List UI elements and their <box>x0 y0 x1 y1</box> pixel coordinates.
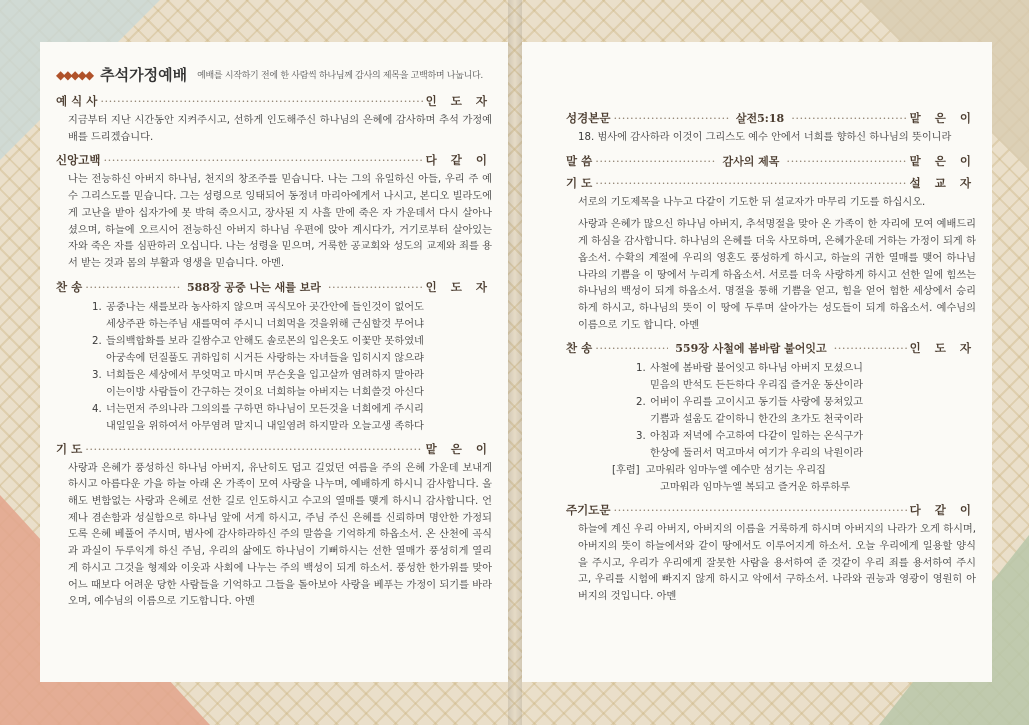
intercession-text: 사랑과 은혜가 많으신 하나님 아버지, 추석명절을 맞아 온 가족이 한 자리에 모여 예배드리게 하심을 감사합니다. 하나님의 은혜를 더욱 사모하며, 은혜가운데 거하는 가정이 되게 하옵소서. 수확의 계절에 우리의 영혼도 풍성하게 하시고, 하늘의 귀한 열매를 맺어 하나님 나라의 기쁨을 이 땅에서 누리게 하옵소서. 서로를 더욱 사랑하게 하시고 선한 일에 힘쓰는 하나님의 백성이 되게 하옵소서. 명절을 통해 기쁨을 얻고, 힘을 얻어 험한 세상에서 승리하게 하시고, 하나님의 뜻이 이 땅에 두루며 살아가는 성도들이 되게 하옵소서. 예수님의 이름으로 기도 합니다. 아멘 <box>578 219 976 331</box>
sermon-row <box>566 153 976 169</box>
hymn-row <box>566 340 976 356</box>
verse-line: 아궁속에 던질풀도 귀하입히 시거든 사랑하는 자녀들을 입히시지 않으랴 <box>106 352 424 364</box>
lords-prayer-label: 주기도문 <box>566 503 611 518</box>
hymn-verse <box>92 367 492 401</box>
intercession-leader: 설 교 자 <box>909 175 976 190</box>
page-header <box>56 64 492 85</box>
creed-text: 나는 전능하신 아버지 하나님, 천지의 창조주를 믿습니다. 나는 그의 유일하신 아들, 우리 주 예수 그리스도를 믿습니다. 그는 성령으로 잉태되어 동정녀 마리아에게서 나시고, 본디오 빌라도에게 고난을 받아 십자가에 못 박혀 죽으시고, 장사된 지 사흘 만에 죽은 자 가운데서 다시 살아나셨으며, 하늘에 오르시어 전능하신 아버지 하나님 우편에 앉아 계시다가, 거기로부터 살아있는 자와 죽은 자를 심판하러 오십니다. 나는 성령을 믿으며, 거룩한 공교회와 성도의 교제와 죄를 용서 받는 것과 몸의 부활과 영생을 믿습니다. 아멘. <box>68 174 492 269</box>
hymn-title: 559장 사철에 봄바람 불어잇고 <box>675 342 827 356</box>
verse-line: 공중나는 새를보라 농사하지 않으며 곡식모아 곳간안에 들인것이 없어도 <box>106 301 424 313</box>
prayer-text: 사랑과 은혜가 풍성하신 하나님 아버지, 유난히도 덥고 길었던 여름을 주의 은혜 가운데 보내게 하시고 아름다운 가을 하늘 아래 온 가족이 모여 사랑을 나누며, 예배하게 하시니 감사합니다. 올 해도 변함없는 사랑과 은혜로 선한 길로 인도하시고 수고의 열매를 맺게 하시니 감사합니다. 언제나 겸손함과 성실함으로 하나님 앞에 서게 하시고, 주님 주신 은혜를 신뢰하며 명안한 가정되도록 은혜 베풀어 주시며, 범사에 감사하라하신 주의 말씀을 기억하게 하옵소서. 온 산천에 곡식과 과실이 두루익게 하신 주님, 우리의 삶에도 하나님이 기뻐하시는 선한 열매가 풍성히게 열리게 하시고 그것을 형제와 이웃과 사회에 나누는 주의 백성이 되게 하소서. 풍성한 한가위를 맞아 어느 때보다 어려운 당한 사람들을 기억하고 그들을 돌아보아 사랑을 베푸는 가정이 되기를 바라오며, 예수님의 이름으로 기도합니다. 아멘 <box>68 462 492 608</box>
verse-line: 너는먼저 주의나라 그의의를 구하면 하나님이 모든것을 너희에게 주시리 <box>106 403 424 415</box>
leader-dots <box>791 111 906 125</box>
verse-number: 3. <box>636 431 646 443</box>
leader-dots <box>328 280 423 294</box>
leader-dots <box>100 94 422 108</box>
verse-line: 내일일을 위하여서 아무염려 말지니 내일염려 하지말라 오늘고생 족하다 <box>106 420 424 432</box>
hymn-lyrics <box>92 299 492 435</box>
scripture-label: 성경본문 <box>566 111 611 125</box>
leader-dots <box>85 280 180 294</box>
page-subtitle: 예배를 시작하기 전에 한 사람씩 하나님께 감사의 제목을 고백하며 나눕니다. <box>197 71 483 81</box>
hymn-verse <box>92 333 492 367</box>
hymn-label: 찬 송 <box>56 279 83 294</box>
left-page <box>40 42 508 682</box>
leader-dots <box>834 341 907 355</box>
hymn-verse <box>636 360 976 394</box>
hymn-verse <box>636 394 976 428</box>
hymn-label: 찬 송 <box>566 341 593 356</box>
verse-number: 3. <box>92 369 102 381</box>
lords-prayer-text: 하늘에 계신 우리 아버지, 아버지의 이름을 거룩하게 하시며 아버지의 나라가 오게 하시며, 아버지의 뜻이 하늘에서와 같이 땅에서도 이루어지게 하소서. 오늘 우리에게 일용할 양식을 주시고, 우리가 우리에게 잘못한 사람을 용서하여 준 것같이 우리 죄를 용서하여 주시고, 우리를 시험에 빠지지 않게 하시고 악에서 구하소서. 나라와 권능과 영광이 영원히 아버지의 것입니다. 아멘 <box>578 524 976 603</box>
verse-line: 사철에 봄바람 불어잇고 하나님 아버지 모셨으니 <box>650 363 864 375</box>
lords-prayer-leader: 다 같 이 <box>909 503 976 518</box>
scripture-reader: 맡 은 이 <box>909 111 976 125</box>
verse-line: 아침과 저녁에 수고하여 다같이 일하는 온식구가 <box>650 431 864 443</box>
invocation-text: 지금부터 지난 시간동안 지켜주시고, 선하게 인도해주신 하나님의 은혜에 감사하며 추석 가정예배를 드리겠습니다. <box>68 115 492 143</box>
verse-line: 고마워라 임마누엘 복되고 즐거운 하루하루 <box>660 482 851 494</box>
hymn-leader: 인 도 자 <box>425 279 492 294</box>
leader-dots <box>595 154 715 168</box>
verse-line: 믿음의 반석도 든든하다 우리집 즐거운 동산이라 <box>650 380 864 392</box>
verse-line: 한상에 둘러서 먹고마셔 여기가 우리의 낙원이라 <box>650 448 864 460</box>
verse-line: 너희들은 세상에서 무엇먹고 마시며 무슨옷을 입고살까 염려하지 말아라 <box>106 369 424 381</box>
verse-number: 1. <box>636 363 646 375</box>
intercession-label: 기 도 <box>566 175 593 190</box>
prayer-leader: 맡 은 이 <box>425 441 492 456</box>
hymn-title: 588장 공중 나는 새를 보라 <box>186 280 321 294</box>
creed-label: 신앙고백 <box>56 153 101 168</box>
scripture-row <box>566 110 976 126</box>
hymn-leader: 인 도 자 <box>909 341 976 356</box>
hymn-row <box>56 279 492 295</box>
leader-dots <box>85 442 422 456</box>
scripture-text: 18. 범사에 감사하라 이것이 그리스도 예수 안에서 너희를 향하신 하나님의 뜻이니라 <box>578 132 952 143</box>
hymn-verse <box>92 299 492 333</box>
sermon-title: 감사의 제목 <box>722 154 780 168</box>
prayer-row <box>56 441 492 457</box>
leader-dots <box>613 503 906 517</box>
verse-line: 어버이 우리를 고이시고 동기들 사랑에 뭉쳐있고 <box>650 397 864 409</box>
verse-number: 2. <box>636 397 646 409</box>
verse-number: 4. <box>92 403 102 415</box>
leader-dots <box>595 176 906 190</box>
book-spine <box>508 0 522 725</box>
verse-number: 2. <box>92 335 102 347</box>
intercession-row <box>566 175 976 191</box>
hymn-lyrics <box>612 360 976 496</box>
creed-leader: 다 같 이 <box>425 153 492 168</box>
prayer-label: 기 도 <box>56 441 83 456</box>
verse-line: 고마워라 임마누엘 예수만 섬기는 우리집 <box>645 465 826 477</box>
hymn-verse <box>636 428 976 462</box>
leader-dots <box>786 154 906 168</box>
invocation-leader: 인 도 자 <box>425 94 492 108</box>
scripture-reference: 살전5:18 <box>735 112 785 125</box>
sermon-preacher: 맡 은 이 <box>909 153 976 168</box>
hymn-refrain <box>612 462 976 496</box>
verse-line: 들의백합화를 보라 길쌈수고 안해도 솔로몬의 입은옷도 이꽃만 못하였네 <box>106 335 424 347</box>
invocation-row <box>56 93 492 109</box>
right-page <box>522 42 992 682</box>
creed-row <box>56 152 492 168</box>
leader-dots <box>103 153 422 167</box>
invocation-label: 예 식 사 <box>56 94 98 108</box>
refrain-marker: [후렴] <box>612 465 640 477</box>
verse-line: 세상주관 하는주님 새를먹여 주시니 너희먹을 것을위해 근심할것 무어냐 <box>106 318 424 330</box>
leader-dots <box>595 341 668 355</box>
diamond-ornament-icon: ◆◆◆◆◆ <box>56 67 93 82</box>
leader-dots <box>613 111 728 125</box>
hymn-verse <box>92 401 492 435</box>
verse-line: 기쁨과 설움도 같이하니 한간의 초가도 천국이라 <box>650 414 864 426</box>
sermon-label: 말 씀 <box>566 153 593 168</box>
verse-line: 이는이방 사람들이 간구하는 것이요 너희하늘 아버지는 너희쓸것 아신다 <box>106 386 424 398</box>
page-title: 추석가정예배 <box>100 66 188 84</box>
lords-prayer-row <box>566 502 976 518</box>
intercession-intro: 서로의 기도제목을 나누고 다같이 기도한 뒤 설교자가 마무리 기도를 하십시오. <box>578 196 926 208</box>
verse-number: 1. <box>92 301 102 313</box>
